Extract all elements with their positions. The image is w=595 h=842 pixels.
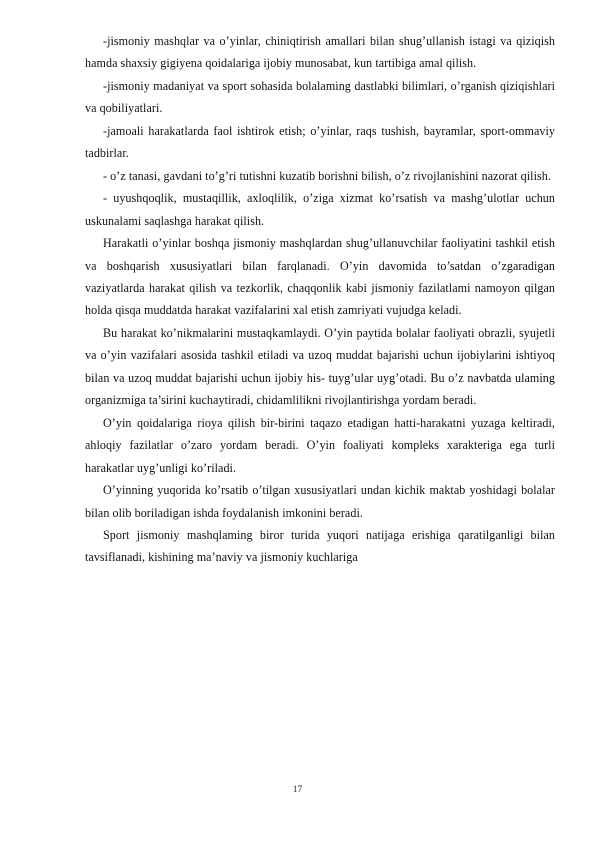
paragraph-goal-posture: - o’z tanasi, gavdani to’g’ri tutishni kuzatib borishni bilish, o’z rivojlanishini nazorat qilish. — [103, 168, 551, 183]
paragraph-sport: Sport jismoniy mashqlaming biror turida yuqori natijaga erishiga qaratilganligi bilan tavsiflanadi, kishining ma’naviy va jismoniy kuchlariga — [85, 527, 555, 565]
paragraph-game-rules: O’yin qoidalariga rioya qilish bir-birini taqazo etadigan hatti-harakatni yuzaga keltiradi, ahloqiy fazilatlar o’zaro yordam beradi. O’yin foaliyati kompleks xarakteriga ega turli harakatlar uyg’unligi ko’riladi. — [85, 415, 555, 475]
page-number: 17 — [292, 785, 303, 795]
body-text — [85, 30, 555, 569]
paragraph-motor-skills: Bu harakat ko’nikmalarini mustaqkamlaydi. O’yin paytida bolalar faoliyati obrazli, syujetli va o’yin vazifalari asosida tashkil etiladi va uzoq muddat bajarishi uchun ijobiylarini ishtiyoq bilan va uzoq muddat bajarishi uchun ijobiy his- tuyg’ular uyg’otadi. Bu o’z navbatda ulaming organizmiga ta’sirini kuchaytiradi, chidamlilikni rivojlantirishga yordam beradi. — [85, 325, 555, 408]
paragraph-goal-knowledge: -jismoniy madaniyat va sport sohasida bolalaming dastlabki bilimlari, o’rganish qiziqishlari va qobiliyatlari. — [85, 78, 555, 116]
paragraph-game-features: O’yinning yuqorida ko’rsatib o’tilgan xususiyatlari undan kichik maktab yoshidagi bolalar bilan olib boriladigan ishda foydalanish imkonini beradi. — [85, 483, 555, 520]
paragraph-goal-participation: -jamoali harakatlarda faol ishtirok etish; o’yinlar, raqs tushish, bayramlar, sport-ommaviy tadbirlar. — [85, 123, 555, 161]
paragraph-active-games: Harakatli o’yinlar boshqa jismoniy mashqlardan shug’ullanuvchilar faoliyatini tashkil etish va boshqarish xususiyatlari bilan farqlanadi. O’yin davomida to’satdan o’zgaradigan vaziyatlarda harakat qilish va tezkorlik, chaqqonlik kabi jismoniy fazilatlami namoyon qilgan holda qisqa muddatda harakat vazifalarini xal etish zamriyati vujudga keladi. — [85, 236, 555, 318]
paragraph-goal-independence: - uyushqoqlik, mustaqillik, axloqlilik, o’ziga xizmat ko’rsatish va mashg’ulotlar uchun uskunalami saqlashga harakat qilish. — [85, 191, 555, 228]
paragraph-goal-interest: -jismoniy mashqlar va o’yinlar, chiniqtirish amallari bilan shug’ullanish istagi va qiziqish hamda shaxsiy gigiyena qoidalariga ijobiy munosabat, kun tartibiga amal qilish. — [85, 34, 555, 71]
